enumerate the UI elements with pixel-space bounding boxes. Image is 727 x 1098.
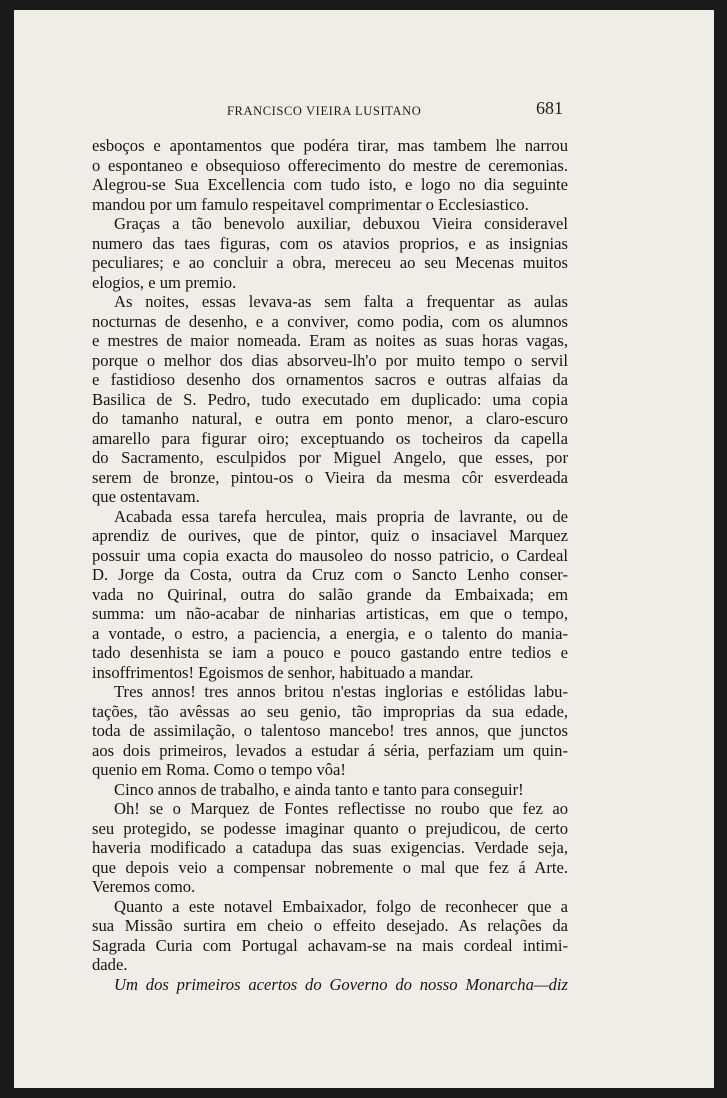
text-line: elogios, e um premio. bbox=[92, 272, 237, 292]
body-text bbox=[92, 136, 568, 994]
text-line: haveria modificado a catadupa das suas exigencias. Verdade seja, bbox=[92, 838, 568, 857]
text-line: seu protegido, se podesse imaginar quanto o prejudicou, de certo bbox=[92, 818, 568, 838]
text-line: dade. bbox=[92, 955, 128, 974]
text-line: mandou por um famulo respeitavel comprimentar o Ecclesiastico. bbox=[92, 194, 529, 214]
text-line: aos dois primeiros, levados a estudar á séria, perfaziam um quin- bbox=[92, 740, 568, 760]
text-line: Cinco annos de trabalho, e ainda tanto e tanto para conseguir! bbox=[114, 779, 524, 799]
text-line: sua Missão surtira em cheio o effeito desejado. As relações da bbox=[92, 916, 568, 935]
text-line: Sagrada Curia com Portugal achavam-se na mais cordeal intimi- bbox=[92, 935, 568, 955]
text-line: quenio em Roma. Como o tempo vôa! bbox=[92, 760, 346, 779]
text-line: e fastidioso desenho dos ornamentos sacros e outras alfaias da bbox=[92, 370, 568, 389]
text-line: D. Jorge da Costa, outra da Cruz com o Sancto Lenho conser- bbox=[92, 565, 568, 584]
text-line: do tamanho natural, e outra em ponto menor, a claro-escuro bbox=[92, 409, 568, 428]
text-line: Oh! se o Marquez de Fontes reflectisse no roubo que fez ao bbox=[114, 799, 568, 818]
text-line: Acabada essa tarefa herculea, mais propria de lavrante, ou de bbox=[114, 506, 568, 526]
text-line: Tres annos! tres annos britou n'estas inglorias e estólidas labu- bbox=[114, 682, 568, 701]
page-header bbox=[14, 98, 714, 122]
text-line: Quanto a este notavel Embaixador, folgo de reconhecer que a bbox=[114, 896, 568, 916]
text-line: possuir uma copia exacta do mausoleo do nosso patricio, o Cardeal bbox=[92, 545, 568, 565]
text-line: Veremos como. bbox=[92, 877, 196, 896]
text-line: tado desenhista se iam a pouco e pouco gastando entre tedios e bbox=[92, 643, 568, 662]
text-line: vada no Quirinal, outra do salão grande da Embaixada; em bbox=[92, 584, 568, 604]
text-line: nocturnas de desenho, e a conviver, como podia, com os alumnos bbox=[92, 311, 568, 331]
text-line: summa: um não-acabar de ninharias artisticas, em que o tempo, bbox=[92, 604, 568, 623]
text-line: numero das taes figuras, com os atavios proprios, e as insignias bbox=[92, 233, 568, 253]
text-line: toda de assimilação, o talentoso mancebo! tres annos, que junctos bbox=[92, 721, 568, 740]
text-line: insoffrimentos! Egoismos de senhor, habituado a mandar. bbox=[92, 662, 474, 682]
text-line: tações, tão avêssas ao seu genio, tão improprias da sua edade, bbox=[92, 701, 568, 721]
book-page bbox=[14, 10, 714, 1088]
text-line: e mestres de maior nomeada. Eram as noites as suas horas vagas, bbox=[92, 331, 568, 350]
text-line: que ostentavam. bbox=[92, 487, 200, 506]
text-line: esboços e apontamentos que podéra tirar, mas tambem lhe narrou bbox=[92, 136, 568, 155]
text-line: Um dos primeiros acertos do Governo do nosso Monarcha—diz bbox=[114, 974, 568, 994]
text-line: Graças a tão benevolo auxiliar, debuxou Vieira consideravel bbox=[114, 214, 568, 233]
text-line: do Sacramento, esculpidos por Miguel Angelo, que esses, por bbox=[92, 448, 568, 467]
text-line: amarello para figurar oiro; exceptuando os tocheiros da capella bbox=[92, 428, 568, 448]
page-number: 681 bbox=[536, 98, 563, 118]
text-line: serem de bronze, pintou-os o Vieira da mesma côr esverdeada bbox=[92, 467, 568, 487]
text-line: porque o melhor dos dias absorveu-lh'o por muito tempo o servil bbox=[92, 350, 568, 370]
text-line: aprendiz de ourives, que de pintor, quiz o insaciavel Marquez bbox=[92, 526, 568, 545]
text-line: o espontaneo e obsequioso offerecimento do mestre de ceremonias. bbox=[92, 155, 568, 175]
text-line: Alegrou-se Sua Excellencia com tudo isto, e logo no dia seguinte bbox=[92, 175, 568, 194]
text-line: Basilica de S. Pedro, tudo executado em duplicado: uma copia bbox=[92, 389, 568, 409]
text-line: que depois veio a compensar nobremente o mal que fez á Arte. bbox=[92, 857, 568, 877]
text-line: peculiares; e ao concluir a obra, mereceu ao seu Mecenas muitos bbox=[92, 253, 568, 272]
text-line: a vontade, o estro, a paciencia, a energia, e o talento do mania- bbox=[92, 623, 568, 643]
running-title: FRANCISCO VIEIRA LUSITANO bbox=[227, 104, 422, 118]
text-line: As noites, essas levava-as sem falta a frequentar as aulas bbox=[114, 292, 568, 311]
